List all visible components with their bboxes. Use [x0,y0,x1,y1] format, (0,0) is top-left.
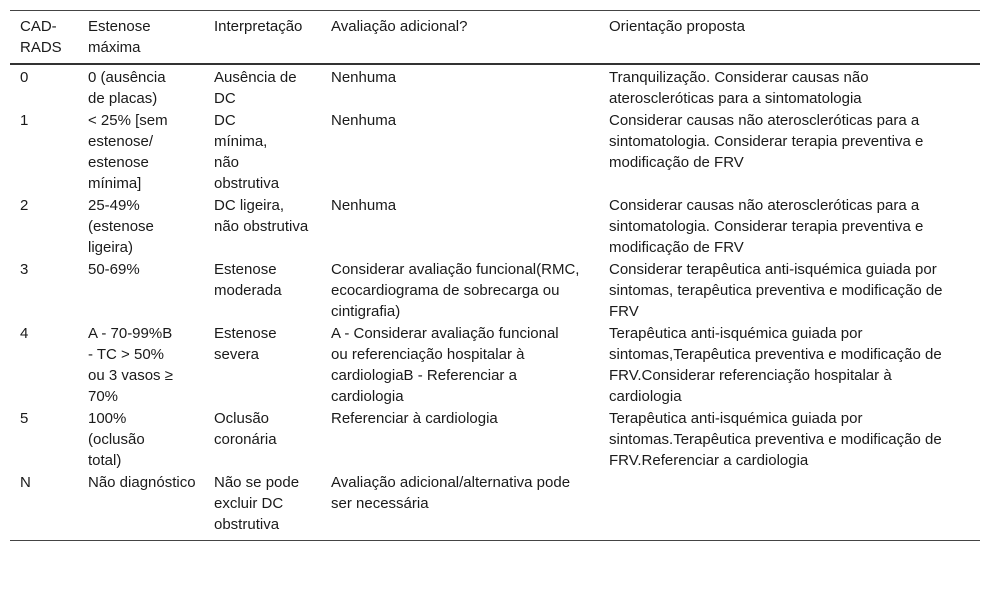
cell-estenose: 25-49% (estenose ligeira) [88,197,154,256]
cell-orientacao: Terapêutica anti-isquémica guiada por sintomas.Terapêutica preventiva e modificação de FRV.Referenciar a cardiologia [609,410,942,469]
cell-orientacao: Considerar causas não ateroscleróticas para a sintomatologia. Considerar terapia preventiva e modificação de FRV [609,112,924,171]
table-row [10,259,980,323]
cell-avaliacao: Nenhuma [331,197,397,214]
cell-interpretacao: Não se pode excluir DC obstrutiva [214,474,300,533]
cell-orientacao: Considerar causas não ateroscleróticas para a sintomatologia. Considerar terapia preventiva e modificação de FRV [609,197,924,256]
cell-estenose: < 25% [sem estenose/ estenose mínima] [88,112,168,192]
table-row [10,472,980,541]
cell-estenose: 0 (ausência de placas) [88,69,166,107]
cell-avaliacao: Nenhuma [331,112,397,129]
cell-interpretacao: Ausência de DC [214,69,297,107]
cell-estenose: Não diagnóstico [88,474,196,491]
cell-estenose: 100% (oclusão total) [88,410,145,469]
cell-avaliacao: Avaliação adicional/alternativa pode ser necessária [331,474,571,512]
table-body [10,64,980,541]
cell-interpretacao: Estenose severa [214,325,277,363]
cell-interpretacao: Estenose moderada [214,261,282,299]
cell-interpretacao: DC ligeira, não obstrutiva [214,197,309,235]
cell-cad-rads: 4 [20,325,29,342]
table-header [10,11,980,65]
cell-cad-rads: 0 [20,69,29,86]
cell-interpretacao: Oclusão coronária [214,410,277,448]
header-interpretacao: Interpretação [214,18,303,35]
header-avaliacao-adicional: Avaliação adicional? [331,18,468,35]
cell-avaliacao: Considerar avaliação funcional(RMC, ecocardiograma de sobrecarga ou cintigrafia) [331,261,580,320]
cell-orientacao: Terapêutica anti-isquémica guiada por sintomas,Terapêutica preventiva e modificação de FRV.Considerar referenciação hospitalar à cardiologia [609,325,942,405]
cell-avaliacao: A - Considerar avaliação funcional ou referenciação hospitalar à cardiologiaB - Referenciar a cardiologia [331,325,559,405]
table-row [10,408,980,472]
table-row [10,323,980,408]
cell-cad-rads: 2 [20,197,29,214]
cell-estenose: A - 70-99%B - TC > 50% ou 3 vasos ≥ 70% [88,325,173,405]
table-row [10,110,980,195]
cell-cad-rads: 3 [20,261,29,278]
cell-avaliacao: Nenhuma [331,69,397,86]
cell-orientacao: Considerar terapêutica anti-isquémica guiada por sintomas, terapêutica preventiva e modificação de FRV [609,261,943,320]
table-row [10,64,980,110]
cell-orientacao [599,472,980,541]
cell-cad-rads: 1 [20,112,29,129]
header-row [10,11,980,65]
table-row [10,195,980,259]
cell-orientacao: Tranquilização. Considerar causas não ateroscleróticas para a sintomatologia [609,69,869,107]
cad-rads-table [10,10,980,541]
cell-cad-rads: 5 [20,410,29,427]
cell-interpretacao: DC mínima, não obstrutiva [214,112,280,192]
cad-rads-table-container [10,10,980,541]
cell-estenose: 50-69% [88,261,140,278]
cell-cad-rads: N [20,474,31,491]
header-estenose-maxima: Estenose máxima [88,18,151,56]
cell-avaliacao: Referenciar à cardiologia [331,410,498,427]
header-cad-rads: CAD-RADS [20,18,62,56]
header-orientacao-proposta: Orientação proposta [609,18,745,35]
